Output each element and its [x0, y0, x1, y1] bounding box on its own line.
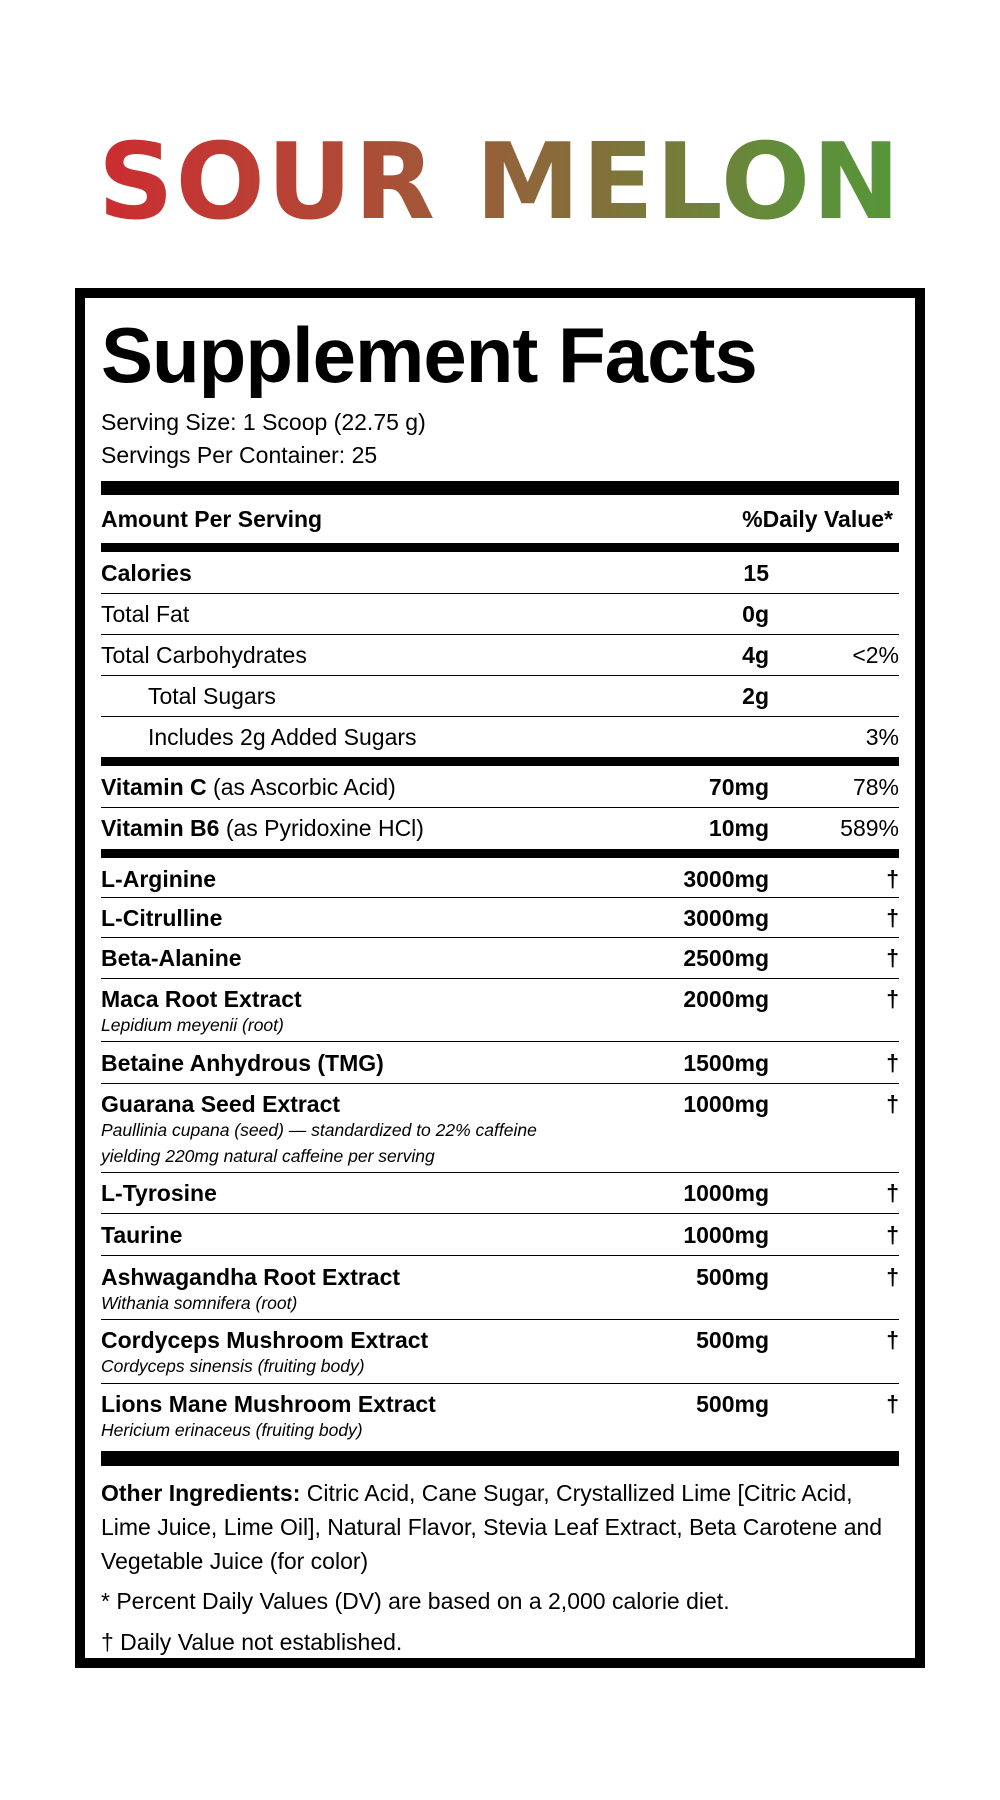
serving-size: Serving Size: 1 Scoop (22.75 g) — [101, 409, 426, 435]
nutrient-name: Calories — [101, 560, 192, 586]
nutrient-amount: 15 — [743, 560, 769, 586]
ingredient-name: L-Arginine — [101, 866, 216, 892]
ingredient-name: Taurine — [101, 1222, 183, 1248]
nutrient-row — [101, 635, 899, 676]
ingredient-amount: 500mg — [696, 1327, 769, 1353]
vitamin-form: (as Ascorbic Acid) — [206, 774, 396, 800]
ingredient-amount: 1500mg — [683, 1050, 769, 1076]
dagger-mark: † — [886, 1264, 899, 1290]
vitamin-amount: 10mg — [708, 815, 769, 841]
nutrient-row — [101, 594, 899, 635]
ingredient-cell — [101, 986, 619, 1038]
nutrient-name: Total Fat — [101, 601, 190, 627]
servings-per-container: Servings Per Container: 25 — [101, 442, 378, 468]
ingredient-cell — [101, 1091, 619, 1169]
nutrient-amount: 4g — [742, 642, 769, 668]
ingredient-amount: 3000mg — [683, 905, 769, 931]
ingredient-name: Lions Mane Mushroom Extract — [101, 1391, 436, 1417]
vitamin-row — [101, 808, 899, 849]
vitamin-row — [101, 766, 899, 808]
dagger-mark: † — [886, 1327, 899, 1353]
vitamin-dv: 589% — [840, 815, 899, 841]
nutrient-row — [101, 717, 899, 757]
divider-thick — [101, 481, 899, 495]
ingredient-row — [101, 898, 899, 938]
nutrient-amount: 2g — [742, 683, 769, 709]
header-row — [101, 495, 899, 543]
vitamin-name — [101, 774, 619, 800]
nutrient-row — [101, 552, 899, 594]
ingredient-source: Cordyceps sinensis (fruiting body) — [101, 1356, 365, 1376]
ingredient-name: L-Tyrosine — [101, 1180, 217, 1206]
other-ingredients-text: Citric Acid, Cane Sugar, Crystallized Lime [Citric Acid, Lime Juice, Lime Oil], Natural Flavor, Stevia Leaf Extract, Beta Carotene and Vegetable Juice (for color) — [101, 1480, 883, 1574]
divider-thick — [101, 1451, 899, 1466]
ingredient-source: Paullinia cupana (seed) — standardized to 22% caffeine — [101, 1120, 537, 1140]
ingredient-name: Maca Root Extract — [101, 986, 302, 1012]
ingredient-name: Cordyceps Mushroom Extract — [101, 1327, 429, 1353]
vitamin-name — [101, 815, 619, 841]
other-ingredients-label: Other Ingredients: — [101, 1480, 301, 1506]
divider-medium — [101, 543, 899, 552]
ingredient-row — [101, 938, 899, 979]
vitamin-amount: 70mg — [708, 774, 769, 800]
panel-footer — [101, 1466, 899, 1659]
ingredient-name: Ashwagandha Root Extract — [101, 1264, 401, 1290]
divider-medium — [101, 849, 899, 858]
ingredient-name: L-Citrulline — [101, 905, 223, 931]
vitamin-dv: 78% — [852, 774, 899, 800]
ingredient-source: Lepidium meyenii (root) — [101, 1015, 284, 1035]
ingredient-amount: 500mg — [696, 1264, 769, 1290]
ingredient-row — [101, 979, 899, 1042]
panel-title: Supplement Facts — [101, 311, 757, 399]
ingredient-name: Beta-Alanine — [101, 945, 242, 971]
nutrient-name: Total Sugars — [148, 683, 276, 709]
product-name: SOUR MELON — [0, 130, 1000, 235]
ingredient-amount: 500mg — [696, 1391, 769, 1417]
ingredient-amount: 3000mg — [683, 866, 769, 892]
nutrient-amount: 0g — [742, 601, 769, 627]
other-ingredients — [101, 1476, 899, 1578]
nutrient-name: Includes 2g Added Sugars — [148, 724, 417, 750]
supplement-facts-panel — [75, 288, 925, 1668]
ingredient-row — [101, 1084, 899, 1173]
ingredient-row — [101, 1256, 899, 1320]
ingredient-cell — [101, 1327, 619, 1379]
ingredient-source: Hericium erinaceus (fruiting body) — [101, 1420, 363, 1440]
ingredient-name: Guarana Seed Extract — [101, 1091, 341, 1117]
ingredient-row — [101, 1173, 899, 1214]
ingredient-amount: 2500mg — [683, 945, 769, 971]
amount-per-serving-label: Amount Per Serving — [101, 506, 323, 532]
ingredient-name: Betaine Anhydrous (TMG) — [101, 1050, 384, 1076]
vitamin-label: Vitamin C — [101, 774, 207, 800]
ingredient-row — [101, 1384, 899, 1451]
dagger-mark: † — [886, 905, 899, 931]
footnote-daily-value: * Percent Daily Values (DV) are based on a 2,000 calorie diet. — [101, 1588, 730, 1614]
ingredient-amount: 2000mg — [683, 986, 769, 1012]
dagger-mark: † — [886, 1222, 899, 1248]
nutrient-row — [101, 676, 899, 717]
ingredient-note: yielding 220mg natural caffeine per serving — [101, 1146, 435, 1166]
ingredient-row — [101, 1320, 899, 1384]
footnote-dagger: † Daily Value not established. — [101, 1629, 403, 1655]
ingredient-cell — [101, 1264, 619, 1316]
ingredient-cell — [101, 1391, 619, 1443]
ingredient-amount: 1000mg — [683, 1222, 769, 1248]
ingredient-row — [101, 1214, 899, 1256]
daily-value-label: %Daily Value* — [742, 506, 893, 532]
ingredient-row — [101, 1042, 899, 1084]
ingredient-amount: 1000mg — [683, 1180, 769, 1206]
dagger-mark: † — [886, 1091, 899, 1117]
ingredient-source: Withania somnifera (root) — [101, 1293, 298, 1313]
dagger-mark: † — [886, 1391, 899, 1417]
dagger-mark: † — [886, 945, 899, 971]
nutrient-name: Total Carbohydrates — [101, 642, 307, 668]
vitamin-label: Vitamin B6 — [101, 815, 220, 841]
dagger-mark: † — [886, 1050, 899, 1076]
nutrient-dv: 3% — [865, 724, 899, 750]
divider-medium — [101, 757, 899, 766]
ingredient-row — [101, 858, 899, 898]
ingredient-amount: 1000mg — [683, 1091, 769, 1117]
dagger-mark: † — [886, 1180, 899, 1206]
nutrient-dv: <2% — [852, 642, 899, 668]
dagger-mark: † — [886, 986, 899, 1012]
dagger-mark: † — [886, 866, 899, 892]
vitamin-form: (as Pyridoxine HCl) — [219, 815, 424, 841]
